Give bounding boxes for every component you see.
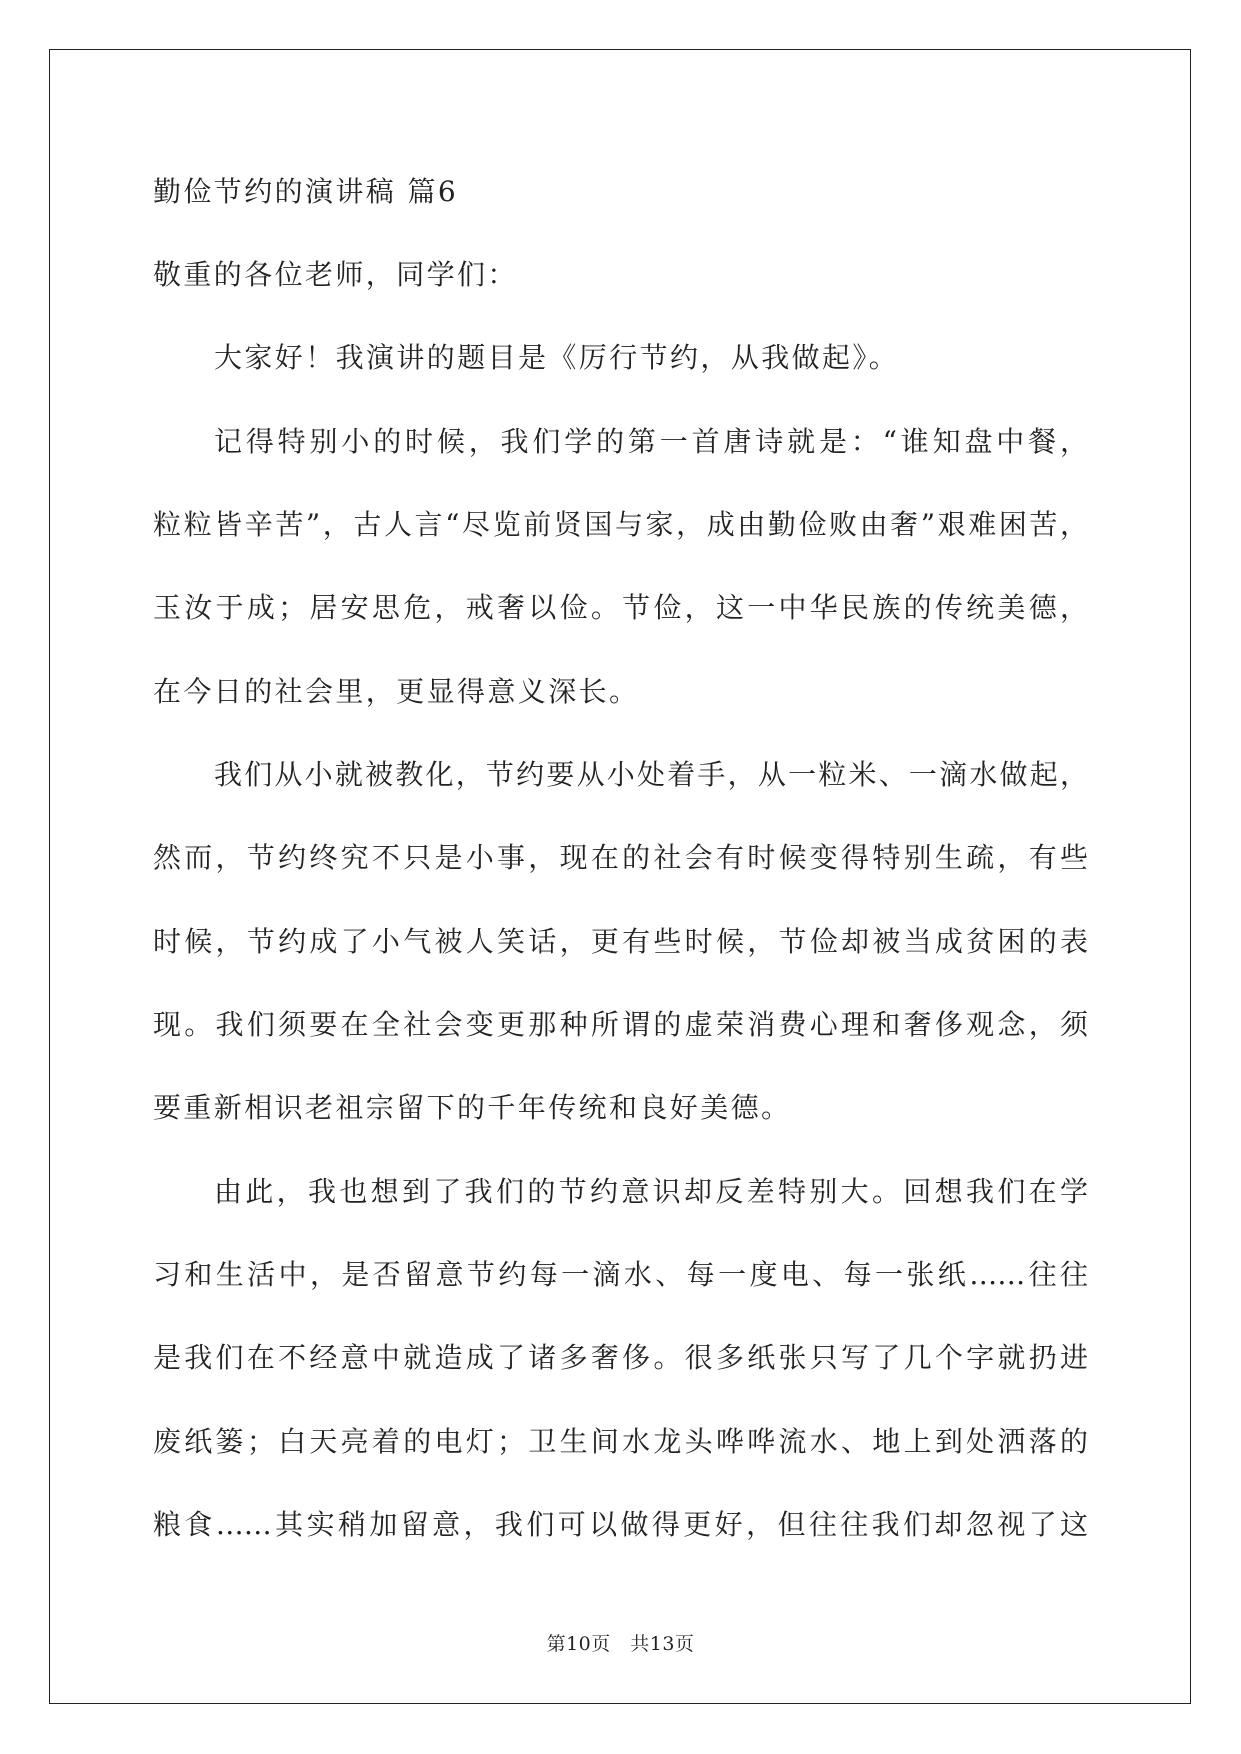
paragraph-line: 在今日的社会里，更显得意义深长。 — [153, 675, 640, 708]
paragraph-line: 记得特别小的时候，我们学的第一首唐诗就是：“谁知盘中餐， — [214, 425, 1088, 458]
page-number: 第10页 共13页 — [546, 1633, 695, 1655]
paragraph-line: 粮食……其实稍加留意，我们可以做得更好，但往往我们却忽视了这 — [153, 1508, 1088, 1541]
paragraph-line: 要重新相识老祖宗留下的千年传统和良好美德。 — [153, 1091, 792, 1124]
salutation: 敬重的各位老师，同学们： — [153, 258, 518, 291]
paragraph-line: 我们从小就被教化，节约要从小处着手，从一粒米、一滴水做起， — [214, 758, 1088, 791]
paragraph-line: 粒粒皆辛苦”，古人言“尽览前贤国与家，成由勤俭败由奢”艰难困苦， — [153, 508, 1088, 541]
paragraph-line: 由此，我也想到了我们的节约意识却反差特别大。回想我们在学 — [214, 1175, 1088, 1208]
paragraph-line: 时候，节约成了小气被人笑话，更有些时候，节俭却被当成贫困的表 — [153, 925, 1088, 958]
paragraph-line: 大家好！我演讲的题目是《厉行节约，从我做起》。 — [214, 341, 900, 374]
paragraph-line: 废纸篓；白天亮着的电灯；卫生间水龙头哗哗流水、地上到处洒落的 — [153, 1425, 1088, 1458]
paragraph-line: 现。我们须要在全社会变更那种所谓的虚荣消费心理和奢侈观念，须 — [153, 1008, 1088, 1041]
paragraph-line: 玉汝于成；居安思危，戒奢以俭。节俭，这一中华民族的传统美德， — [153, 591, 1088, 624]
paragraph-line: 习和生活中，是否留意节约每一滴水、每一度电、每一张纸……往往 — [153, 1258, 1088, 1291]
paragraph-line: 然而，节约终究不只是小事，现在的社会有时候变得特别生疏，有些 — [153, 841, 1088, 874]
document-title: 勤俭节约的演讲稿 篇6 — [153, 175, 459, 208]
paragraph-line: 是我们在不经意中就造成了诸多奢侈。很多纸张只写了几个字就扔进 — [153, 1341, 1088, 1374]
